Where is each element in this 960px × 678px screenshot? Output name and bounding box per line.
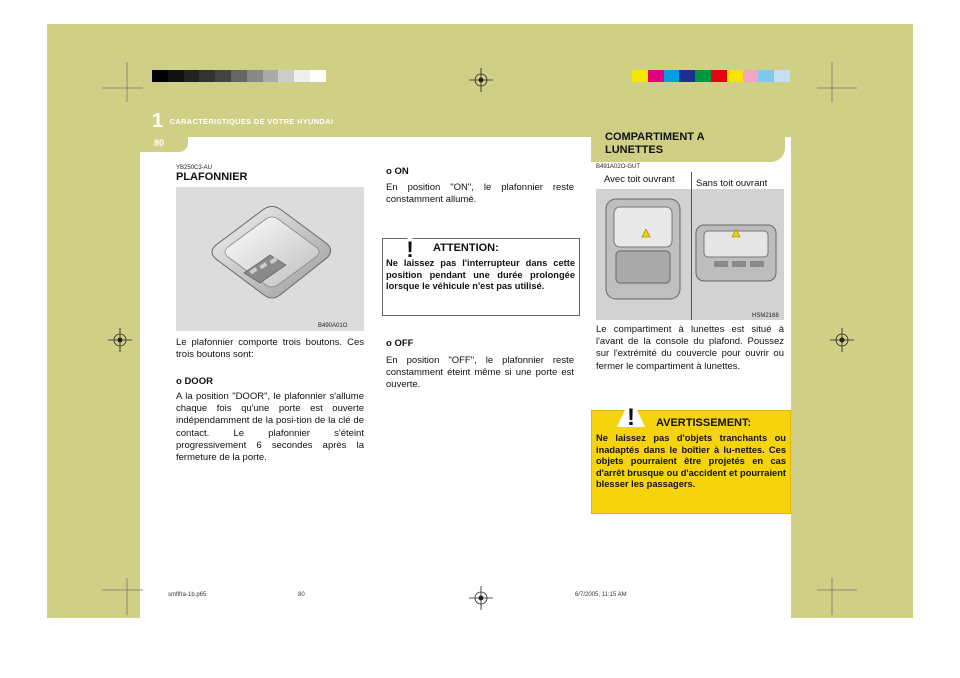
sunglass-holder-text: Le compartiment à lunettes est situé à l'avant de la console du plafond. Poussez sur l'extrémité du couvercle pour ouvrir ou fermer le compartiment à lunettes. xyxy=(596,324,784,372)
page-number: 80 xyxy=(154,138,165,148)
warning-triangle-icon xyxy=(397,231,423,261)
sunglass-holder-illustration xyxy=(596,189,784,320)
chapter-header xyxy=(152,110,333,133)
page-number-tab xyxy=(140,134,188,152)
warning-box xyxy=(591,404,791,514)
off-option-label: o OFF xyxy=(386,338,414,349)
door-option-label: o DOOR xyxy=(176,376,213,387)
door-option-text: A la position "DOOR", le plafonnier s'allume chaque fois qu'une porte est ouverte indépendamment de la posi-tion de la clé de contact. Le plafonnier s'éteint progressivement 6 secondes après la fermeture de la porte. xyxy=(176,391,364,464)
right-section-code: B491A02O-GUT xyxy=(596,164,641,170)
warning-text: Ne laissez pas d'objets tranchants ou inadaptés dans le boîtier à lu-nettes. Ces objets pourraient être projetés en cas d'arrêt brusque ou d'accident et pourraient blesser les passagers. xyxy=(596,433,786,490)
dome-lamp-image xyxy=(176,187,364,331)
attention-title: ATTENTION: xyxy=(433,242,499,254)
right-image-caption: HSM2168 xyxy=(752,313,779,319)
left-section-code: YB250C3-AU xyxy=(176,165,213,171)
left-section-title: PLAFONNIER xyxy=(176,171,248,183)
chapter-number: 1 xyxy=(152,110,164,132)
footer-page: 80 xyxy=(298,592,305,598)
sunglass-holder-image xyxy=(596,172,784,320)
attention-box xyxy=(382,238,580,316)
section-title: COMPARTIMENT A LUNETTES xyxy=(605,131,705,156)
label-without-sunroof: Sans toit ouvrant xyxy=(696,178,768,189)
on-option-label: o ON xyxy=(386,166,409,177)
label-with-sunroof: Avec toit ouvrant xyxy=(604,174,675,185)
attention-text: Ne laissez pas l'interrupteur dans cette position pendant une durée prolongée lorsque le véhicule n'est pas utilisé. xyxy=(386,258,575,292)
section-title-tab xyxy=(591,122,785,162)
left-image-caption: B490A01O xyxy=(318,323,348,329)
warning-triangle-icon xyxy=(616,395,646,429)
off-option-text: En position "OFF", le plafonnier reste constamment éteint même si une porte est ouverte. xyxy=(386,355,574,391)
warning-title: AVERTISSEMENT: xyxy=(656,417,752,429)
footer-file: smflfra-1b.p65 xyxy=(168,592,207,598)
svg-text:!: ! xyxy=(627,404,635,429)
footer-date: 6/7/2005, 11:15 AM xyxy=(575,592,627,598)
left-intro-text: Le plafonnier comporte trois boutons. Ces trois boutons sont: xyxy=(176,337,364,361)
on-option-text: En position "ON", le plafonnier reste constamment allumé. xyxy=(386,182,574,206)
chapter-title: CARACTÉRISTIQUES DE VOTRE HYUNDAI xyxy=(169,117,334,126)
dome-lamp-illustration xyxy=(176,187,364,331)
svg-text:!: ! xyxy=(406,237,414,261)
